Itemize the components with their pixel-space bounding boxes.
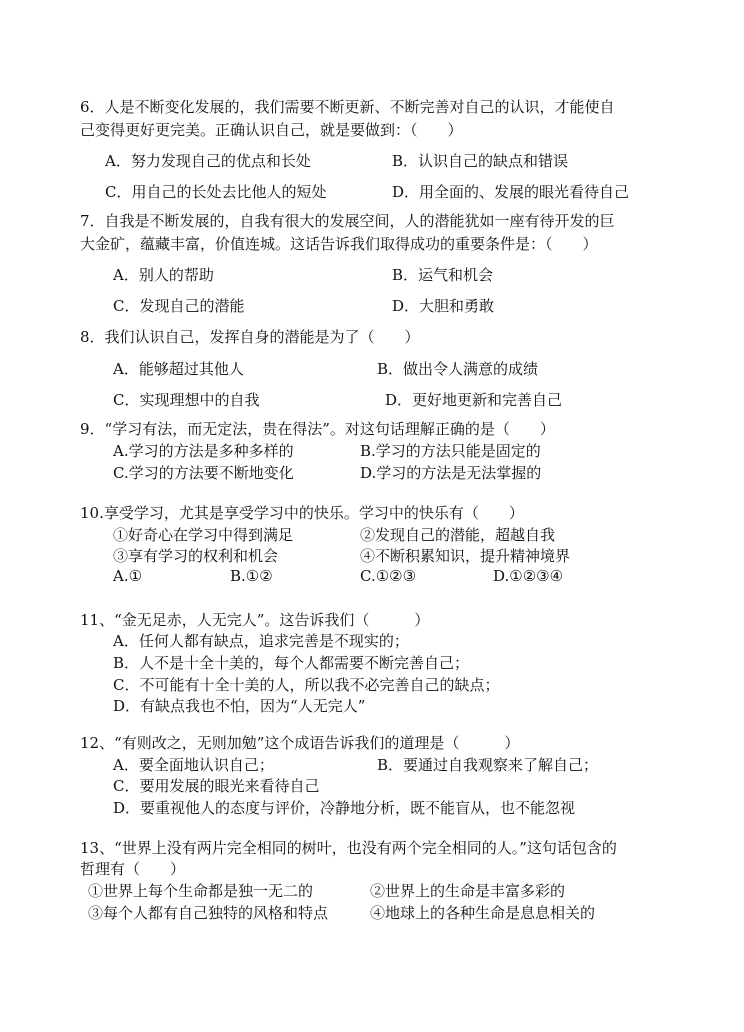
question-12-option-c[interactable]: C．要用发展的眼光来看待自己 — [113, 777, 320, 795]
question-11-stem: 11、“金无足赤，人无完人”。这告诉我们（ ） — [80, 611, 430, 629]
question-13-item-2: ②世界上的生命是丰富多彩的 — [370, 882, 566, 900]
question-7-stem-line-1: 7．自我是不断发展的，自我有很大的发展空间，人的潜能犹如一座有待开发的巨 — [80, 212, 615, 230]
question-6-option-b[interactable]: B．认识自己的缺点和错误 — [392, 152, 569, 170]
question-7-option-d[interactable]: D．大胆和勇敢 — [392, 297, 495, 315]
question-6-option-a[interactable]: A．努力发现自己的优点和长处 — [105, 152, 311, 170]
question-12-option-b[interactable]: B．要通过自我观察来了解自己； — [377, 756, 599, 774]
question-7-option-a[interactable]: A．别人的帮助 — [113, 266, 214, 284]
question-9-option-b[interactable]: B.学习的方法只能是固定的 — [360, 442, 541, 460]
question-6-option-c[interactable]: C．用自己的长处去比他人的短处 — [105, 183, 327, 201]
question-13-item-4: ④地球上的各种生命是息息相关的 — [370, 904, 596, 922]
question-10-item-2: ②发现自己的潜能，超越自我 — [360, 526, 556, 544]
question-10-option-d[interactable]: D.①②③④ — [493, 567, 564, 585]
question-10-item-3: ③享有学习的权利和机会 — [113, 547, 279, 565]
question-7-option-c[interactable]: C．发现自己的潜能 — [113, 297, 245, 315]
question-8-option-a[interactable]: A．能够超过其他人 — [113, 360, 244, 378]
question-8-stem: 8．我们认识自己，发挥自身的潜能是为了（ ） — [80, 328, 420, 346]
question-6-stem-line-2: 己变得更好更完美。正确认识自己，就是要做到：（ ） — [80, 121, 463, 139]
question-10-item-4: ④不断积累知识，提升精神境界 — [360, 547, 571, 565]
question-9-option-a[interactable]: A.学习的方法是多种多样的 — [113, 442, 294, 460]
question-11-option-d[interactable]: D．有缺点我也不怕，因为“人无完人” — [113, 697, 366, 715]
question-11-option-b[interactable]: B．人不是十全十美的，每个人都需要不断完善自己； — [113, 654, 470, 672]
question-13-stem-line-2: 哲理有（ ） — [80, 860, 186, 878]
question-12-option-d[interactable]: D．要重视他人的态度与评价，冷静地分析，既不能盲从，也不能忽视 — [113, 799, 576, 817]
question-12-stem: 12、“有则改之，无则加勉”这个成语告诉我们的道理是（ ） — [80, 734, 520, 752]
question-10-option-c[interactable]: C.①②③ — [360, 567, 417, 585]
question-6-stem-line-1: 6．人是不断变化发展的，我们需要不断更新、不断完善对自己的认识，才能使自 — [80, 98, 615, 116]
question-10-option-b[interactable]: B.①② — [230, 567, 273, 585]
question-13-item-1: ①世界上每个生命都是独一无二的 — [88, 882, 314, 900]
question-13-item-3: ③每个人都有自己独特的风格和特点 — [88, 904, 329, 922]
question-7-option-b[interactable]: B．运气和机会 — [392, 266, 494, 284]
question-8-option-d[interactable]: D．更好地更新和完善自己 — [385, 391, 563, 409]
question-9-option-d[interactable]: D.学习的方法是无法掌握的 — [360, 464, 542, 482]
question-11-option-a[interactable]: A．任何人都有缺点，追求完善是不现实的； — [113, 632, 409, 650]
question-10-stem: 10.享受学习，尤其是享受学习中的快乐。学习中的快乐有（ ） — [80, 504, 524, 522]
question-8-option-b[interactable]: B．做出令人满意的成绩 — [377, 360, 539, 378]
question-7-stem-line-2: 大金矿，蕴藏丰富，价值连城。这话告诉我们取得成功的重要条件是：（ ） — [80, 235, 598, 253]
question-11-option-c[interactable]: C．不可能有十全十美的人，所以我不必完善自己的缺点； — [113, 676, 500, 694]
question-8-option-c[interactable]: C．实现理想中的自我 — [113, 391, 260, 409]
question-9-stem: 9．“学习有法，而无定法，贵在得法”。对这句话理解正确的是（ ） — [80, 420, 555, 438]
question-13-stem-line-1: 13、“世界上没有两片完全相同的树叶，也没有两个完全相同的人。”这句话包含的 — [80, 839, 617, 857]
question-9-option-c[interactable]: C.学习的方法要不断地变化 — [113, 464, 294, 482]
question-6-option-d[interactable]: D．用全面的、发展的眼光看待自己 — [392, 183, 630, 201]
question-10-option-a[interactable]: A.① — [113, 567, 143, 585]
question-12-option-a[interactable]: A．要全面地认识自己； — [113, 756, 274, 774]
question-10-item-1: ①好奇心在学习中得到满足 — [113, 526, 294, 544]
